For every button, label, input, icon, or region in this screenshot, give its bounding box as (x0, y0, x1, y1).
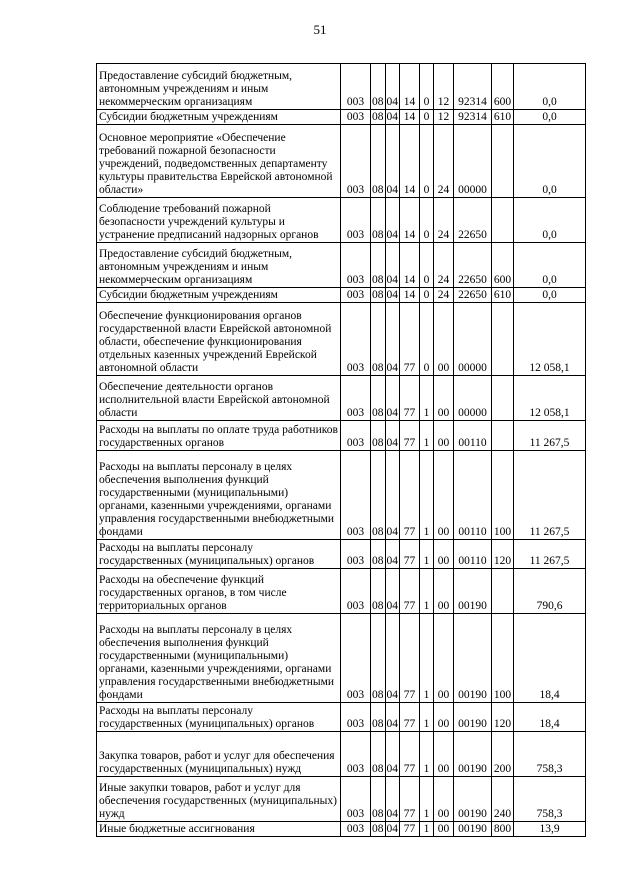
table-row (97, 540, 586, 569)
measure-code: 00 (434, 777, 454, 822)
table-row (97, 376, 586, 421)
subprogram-code: 0 (420, 303, 434, 376)
section-code: 08 (372, 111, 384, 123)
subprogram-code: 0 (420, 288, 434, 303)
row-name: Расходы на обеспечение функций государственных органов, в том числе территориальных органов (97, 569, 341, 614)
amount: 758,3 (514, 777, 586, 822)
program-code: 77 (400, 732, 420, 777)
section-code: 08 (371, 303, 386, 376)
amount: 0,0 (514, 125, 586, 198)
program-code: 77 (400, 569, 420, 614)
amount: 11 267,5 (514, 540, 586, 569)
section-code: 08 (371, 614, 386, 703)
direction-code: 92314 (454, 64, 492, 110)
program-code: 77 (400, 777, 420, 822)
ministry-code: 003 (341, 421, 371, 451)
measure-code: 00 (434, 614, 454, 703)
section-code: 08 (371, 540, 386, 569)
ministry-code: 003 (341, 822, 371, 837)
measure-code: 24 (434, 198, 454, 243)
row-name: Соблюдение требований пожарной безопасности учреждений культуры и устранение предписаний надзорных органов (97, 198, 341, 243)
direction-code: 22650 (454, 288, 492, 303)
direction-code: 00110 (454, 451, 492, 540)
ministry-code: 003 (341, 376, 371, 421)
subprogram-code: 1 (420, 376, 434, 421)
row-name: Обеспечение деятельности органов исполнительной власти Еврейской автономной области (97, 376, 341, 421)
table-row (97, 614, 586, 703)
measure-code: 00 (434, 451, 454, 540)
expense-type-code: 100 (492, 614, 514, 703)
direction-code: 00190 (454, 732, 492, 777)
direction-code: 22650 (454, 198, 492, 243)
expense-type-code: 240 (492, 777, 514, 822)
ministry-code: 003 (341, 614, 371, 703)
ministry-code: 003 (341, 303, 371, 376)
subsection-code: 04 (385, 303, 400, 376)
program-code: 14 (400, 110, 420, 125)
program-code: 77 (400, 451, 420, 540)
section-code: 08 (371, 243, 386, 288)
row-name: Основное мероприятие «Обеспечение требований пожарной безопасности учреждений, подведомственных департаменту культуры правительства Еврейской автономной области» (97, 125, 341, 198)
subsection-code: 04 (385, 569, 400, 614)
amount: 11 267,5 (514, 451, 586, 540)
direction-code: 00110 (454, 540, 492, 569)
row-name: Расходы на выплаты персоналу в целях обеспечения выполнения функций государственными (муниципальными) органами, казенными учреждениями, органами управления государственными внебюджетными фондами (97, 451, 341, 540)
amount: 13,9 (514, 822, 586, 837)
subsection-code: 04 (385, 64, 400, 110)
expense-type-code (492, 125, 514, 198)
subprogram-code: 1 (420, 822, 434, 837)
subprogram-code: 1 (420, 703, 434, 732)
subprogram-code: 0 (420, 125, 434, 198)
table-row (97, 732, 586, 777)
measure-code: 00 (434, 569, 454, 614)
program-code: 77 (400, 703, 420, 732)
expense-type-code (492, 569, 514, 614)
expense-type-code: 200 (492, 732, 514, 777)
section-code: 08 (372, 289, 384, 301)
table-row (97, 777, 586, 822)
subsection-code: 04 (385, 243, 400, 288)
direction-code: 00000 (454, 125, 492, 198)
row-name: Закупка товаров, работ и услуг для обеспечения государственных (муниципальных) нужд (97, 732, 341, 777)
ministry-code: 003 (341, 777, 371, 822)
expense-type-code (492, 421, 514, 451)
row-name: Предоставление субсидий бюджетным, автономным учреждениям и иным некоммерческим организациям (97, 243, 341, 288)
expense-type-code (492, 376, 514, 421)
section-code: 08 (371, 703, 386, 732)
program-code: 77 (400, 421, 420, 451)
page-number: 51 (313, 22, 327, 37)
expense-type-code: 800 (492, 822, 514, 837)
amount: 0,0 (514, 110, 586, 125)
measure-code: 24 (434, 243, 454, 288)
subprogram-code: 0 (420, 198, 434, 243)
measure-code: 00 (434, 303, 454, 376)
amount: 12 058,1 (514, 303, 586, 376)
program-code: 14 (400, 288, 420, 303)
measure-code: 00 (434, 421, 454, 451)
expense-type-code: 600 (492, 243, 514, 288)
table-row (97, 125, 586, 198)
row-name: Расходы на выплаты персоналу в целях обеспечения выполнения функций государственными (муниципальными) органами, казенными учреждениями, органами управления государственными внебюджетными фондами (97, 614, 341, 703)
program-code: 14 (400, 243, 420, 288)
budget-table (96, 63, 586, 837)
expense-type-code: 600 (492, 64, 514, 110)
subsection-code: 04 (386, 823, 398, 835)
section-code: 08 (371, 569, 386, 614)
subprogram-code: 1 (420, 451, 434, 540)
direction-code: 00190 (454, 777, 492, 822)
subsection-code: 04 (385, 125, 400, 198)
expense-type-code: 100 (492, 451, 514, 540)
table-row (97, 288, 586, 303)
table-row (97, 303, 586, 376)
budget-table-body (97, 64, 586, 837)
subsection-code: 04 (385, 421, 400, 451)
subprogram-code: 1 (420, 614, 434, 703)
subprogram-code: 0 (420, 64, 434, 110)
subsection-code: 04 (385, 703, 400, 732)
row-name: Субсидии бюджетным учреждениям (97, 110, 341, 125)
row-name: Расходы на выплаты персоналу государственных (муниципальных) органов (97, 703, 341, 732)
subprogram-code: 1 (420, 732, 434, 777)
direction-code: 00000 (454, 376, 492, 421)
ministry-code: 003 (341, 540, 371, 569)
amount: 18,4 (514, 614, 586, 703)
ministry-code: 003 (341, 64, 371, 110)
section-code: 08 (371, 64, 386, 110)
table-row (97, 198, 586, 243)
measure-code: 24 (434, 288, 454, 303)
table-row (97, 64, 586, 110)
ministry-code: 003 (341, 110, 371, 125)
measure-code: 12 (434, 64, 454, 110)
section-code: 08 (371, 376, 386, 421)
section-code: 08 (371, 732, 386, 777)
subsection-code: 04 (385, 451, 400, 540)
program-code: 77 (400, 303, 420, 376)
expense-type-code: 120 (492, 703, 514, 732)
program-code: 77 (400, 614, 420, 703)
row-name: Расходы на выплаты персоналу государственных (муниципальных) органов (97, 540, 341, 569)
program-code: 77 (400, 540, 420, 569)
amount: 12 058,1 (514, 376, 586, 421)
ministry-code: 003 (341, 288, 371, 303)
amount: 18,4 (514, 703, 586, 732)
subsection-code: 04 (385, 614, 400, 703)
amount: 790,6 (514, 569, 586, 614)
measure-code: 24 (434, 125, 454, 198)
section-code: 08 (371, 451, 386, 540)
expense-type-code: 120 (492, 540, 514, 569)
ministry-code: 003 (341, 703, 371, 732)
subprogram-code: 1 (420, 777, 434, 822)
section-code: 08 (371, 125, 386, 198)
row-name: Предоставление субсидий бюджетным, автономным учреждениям и иным некоммерческим организациям (97, 64, 341, 110)
section-code: 08 (371, 198, 386, 243)
measure-code: 00 (434, 732, 454, 777)
direction-code: 00190 (454, 822, 492, 837)
direction-code: 00190 (454, 703, 492, 732)
section-code: 08 (372, 823, 384, 835)
ministry-code: 003 (341, 732, 371, 777)
program-code: 14 (400, 125, 420, 198)
measure-code: 00 (434, 540, 454, 569)
ministry-code: 003 (341, 451, 371, 540)
subsection-code: 04 (385, 732, 400, 777)
expense-type-code (492, 198, 514, 243)
measure-code: 00 (434, 376, 454, 421)
measure-code: 12 (434, 110, 454, 125)
table-row (97, 451, 586, 540)
expense-type-code: 610 (492, 288, 514, 303)
row-name: Обеспечение функционирования органов государственной власти Еврейской автономной области, обеспечение функционирования отдельных казенных учреждений Еврейской автономной области (97, 303, 341, 376)
direction-code: 00190 (454, 569, 492, 614)
table-row (97, 822, 586, 837)
amount: 0,0 (514, 288, 586, 303)
table-row (97, 421, 586, 451)
program-code: 14 (400, 198, 420, 243)
amount: 758,3 (514, 732, 586, 777)
subprogram-code: 1 (420, 569, 434, 614)
subprogram-code: 1 (420, 421, 434, 451)
direction-code: 92314 (454, 110, 492, 125)
expense-type-code: 610 (492, 110, 514, 125)
table-row (97, 569, 586, 614)
amount: 11 267,5 (514, 421, 586, 451)
row-name: Иные закупки товаров, работ и услуг для обеспечения государственных (муниципальных) нужд (97, 777, 341, 822)
table-row (97, 110, 586, 125)
row-name: Субсидии бюджетным учреждениям (97, 288, 341, 303)
ministry-code: 003 (341, 243, 371, 288)
subsection-code: 04 (385, 198, 400, 243)
subprogram-code: 0 (420, 243, 434, 288)
section-code: 08 (371, 421, 386, 451)
section-code: 08 (371, 777, 386, 822)
measure-code: 00 (434, 703, 454, 732)
subsection-code: 04 (385, 376, 400, 421)
direction-code: 00110 (454, 421, 492, 451)
subsection-code: 04 (385, 540, 400, 569)
ministry-code: 003 (341, 569, 371, 614)
direction-code: 00000 (454, 303, 492, 376)
direction-code: 00190 (454, 614, 492, 703)
amount: 0,0 (514, 64, 586, 110)
table-row (97, 243, 586, 288)
amount: 0,0 (514, 243, 586, 288)
subprogram-code: 0 (420, 110, 434, 125)
amount: 0,0 (514, 198, 586, 243)
subsection-code: 04 (386, 111, 398, 123)
expense-type-code (492, 303, 514, 376)
subprogram-code: 1 (420, 540, 434, 569)
row-name: Расходы на выплаты по оплате труда работников государственных органов (97, 421, 341, 451)
table-row (97, 703, 586, 732)
ministry-code: 003 (341, 125, 371, 198)
subsection-code: 04 (385, 777, 400, 822)
program-code: 77 (400, 822, 420, 837)
program-code: 77 (400, 376, 420, 421)
subsection-code: 04 (386, 289, 398, 301)
ministry-code: 003 (341, 198, 371, 243)
program-code: 14 (400, 64, 420, 110)
direction-code: 22650 (454, 243, 492, 288)
row-name: Иные бюджетные ассигнования (97, 822, 341, 837)
measure-code: 00 (434, 822, 454, 837)
